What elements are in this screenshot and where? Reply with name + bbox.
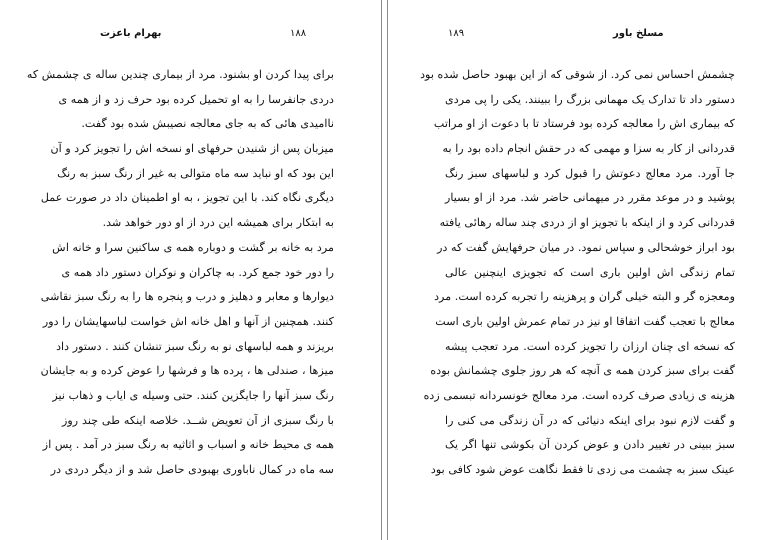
right-page-header — [388, 28, 768, 46]
text-line: دستور داد تا تدارک یک مهمانی بزرگ را ببینند. یکی را پی مردی — [444, 92, 735, 106]
text-line: قدردانی از کار به سزا و مهمی که در حقش انجام داده بود را به — [442, 142, 735, 156]
text-line: میزها ، صندلی ها ، پرده ها و فرشها را عوض کرده و به جایشان — [40, 364, 334, 378]
right-page-body — [420, 63, 735, 483]
text-line: و گفت لازم نبود برای اینکه دنیائی که در آن زندگی می کنی را — [445, 413, 735, 427]
text-line: به ابتکار برای همیشه این درد از او دور خواهد شد. — [102, 216, 334, 230]
text-line: جا آورد. مرد معالج دعوتش را قبول کرد و لباسهای سبز رنگ — [445, 166, 735, 180]
text-line: مرد به خانه بر گشت و دوباره همه ی ساکنین سرا و خانه اش — [52, 240, 334, 254]
text-line: ومعجزه گر و البته خیلی گران و پرهزینه را تجربه کرده است. مرد — [434, 290, 735, 304]
text-line: سه ماه در کمال ناباوری بهبودی حاصل شد و از دیگر دردی در — [50, 463, 334, 476]
text-line: برای پیدا کردن او بشنود. مرد از بیماری چندین ساله ی چشمش که — [26, 68, 334, 81]
text-line: تمام زندگی اش اولین باری است که تجویزی اینچنین عالی — [445, 265, 735, 279]
left-page — [0, 0, 381, 540]
text-line: کنند. همچنین از آنها و اهل خانه اش خواست لباسهایشان را دور — [42, 314, 334, 328]
text-line: که نسخه ای چنان ارزان را تجویز کرده است. مرد تعجب پیشه — [445, 339, 735, 353]
text-line: دیگری نگاه کند. با این تجویز ، به او اطمینان داد در صورت عمل — [40, 191, 334, 205]
text-line: چشمش احساس نمی کرد. از شوقی که از این بهبود حاصل شده بود — [420, 68, 735, 81]
text-line: قدردانی کرد و از اینکه با تجویز او از دردی چند ساله رهائی یافته — [439, 216, 735, 230]
text-line: همه ی محیط خانه و اسباب و اثاثیه به رنگ سبز در آمد . پس از — [42, 438, 334, 452]
text-line: بود ابراز خوشحالی و سپاس نمود. در میان حرفهایش گفت که در — [437, 240, 735, 254]
text-line: که بیماری اش را معالجه کرده بود فرستاد تا با دعوت از او مراتب — [433, 117, 735, 131]
text-line: میزبان پس از شنیدن حرفهای او نسخه اش را تجویز کرد و آن — [50, 142, 334, 156]
right-running-title: مسلخ باور — [613, 28, 664, 39]
text-line: هزینه ی زیادی صرف کرده است. مرد معالج خونسردانه تبسمی زده — [423, 388, 735, 402]
text-line: پوشید و در موعد مقرر در میهمانی حاضر شد. مرد از او بسیار — [445, 191, 735, 205]
left-running-title: بهرام باعزت — [100, 28, 162, 39]
text-line: را دور خود جمع کرد. به چاکران و نوکران دستور داد همه ی — [61, 265, 334, 279]
text-line: ناامیدی هائی که به جای معالجه نصیبش شده بود گفت. — [81, 117, 334, 131]
book-gutter — [381, 0, 388, 540]
text-line: عینک سبز به چشمت می زدی تا فقط نگاهت عوض شود کافی بود — [430, 463, 735, 476]
right-page-number: ۱۸۹ — [448, 28, 465, 39]
right-page — [388, 0, 768, 540]
text-line: این بود که او نباید سه ماه متوالی به غیر از رنگ سبز به رنگ — [57, 166, 334, 180]
text-line: معالج با تعجب گفت اتفاقا او نیز در تمام عمرش اولین باری است — [435, 314, 735, 328]
text-line: دردی جانفرسا را به او تحمیل کرده بود حرف زد و از همه ی — [58, 92, 334, 106]
text-line: بریزند و همه لباسهای نو به رنگ سبز تنشان کنند . دستور داد — [56, 339, 334, 353]
text-line: گفت برای سبز کردن همه ی آنچه که هر روز جلوی چشمانش بوده — [430, 364, 735, 378]
left-page-header — [0, 28, 381, 46]
text-line: سبز ببینی در تغییر دادن و عوض کردن آن بکوشی تنها اگر یک — [445, 438, 735, 452]
text-line: دیوارها و معابر و دهلیز و درب و پنجره ها را به رنگ سبز نقاشی — [40, 290, 334, 304]
text-line: رنگ سبز آنها را جایگزین کنند. حتی وسیله ی ایاب و ذهاب نیز — [52, 388, 334, 402]
left-page-body — [26, 63, 334, 483]
text-line: با رنگ سبزی از آن تعویض شــد. خلاصه اینکه طی چند روز — [62, 413, 334, 427]
left-page-number: ۱۸۸ — [290, 28, 307, 39]
